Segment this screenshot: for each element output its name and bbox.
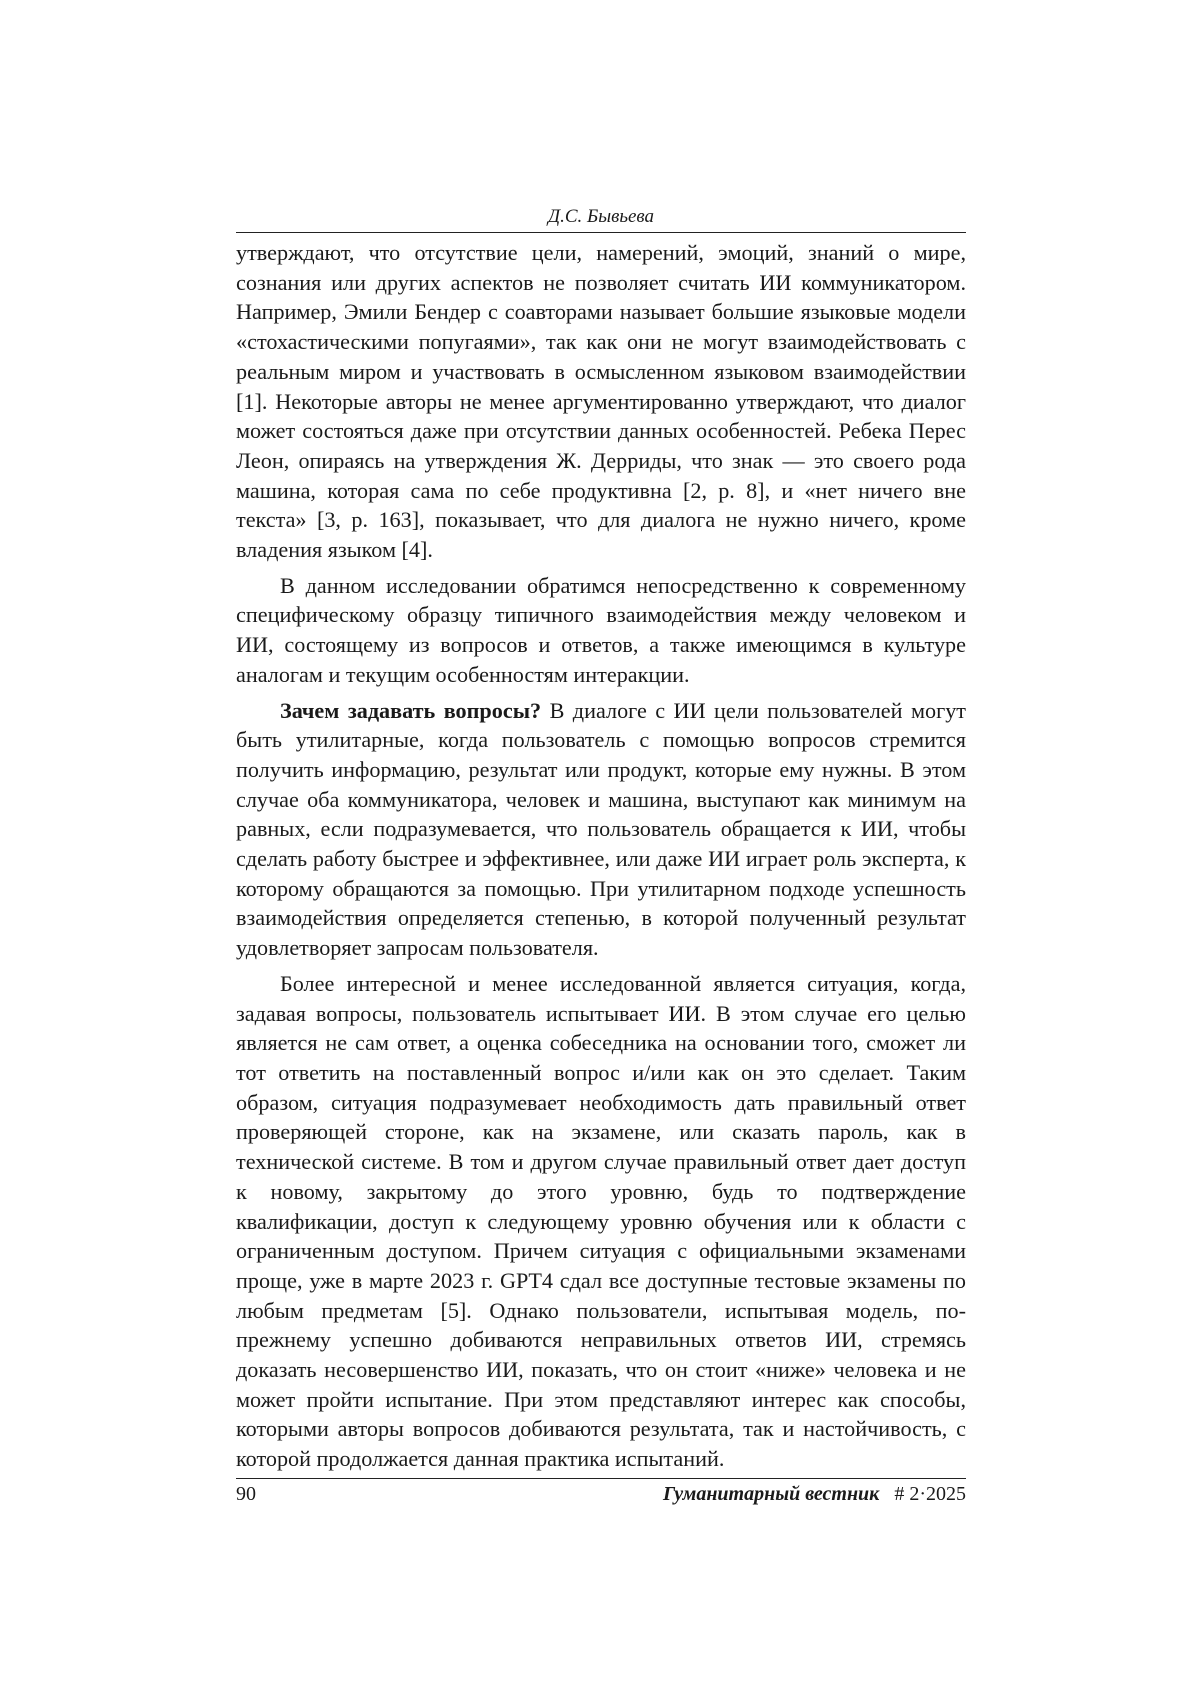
paragraph-3 <box>236 696 966 963</box>
page-footer <box>236 1480 966 1508</box>
paragraph-2: В данном исследовании обратимся непосредственно к современному специфическому образцу типичного взаимодействия между человеком и ИИ, состоящему из вопросов и ответов, а также имеющимся в культуре аналогам и текущим особенностям интеракции. <box>236 572 966 687</box>
journal-info <box>663 1480 966 1508</box>
paragraph-1: утверждают, что отсутствие цели, намерений, эмоций, знаний о мире, сознания или других аспектов не позволяет считать ИИ коммуникатором. Например, Эмили Бендер с соавторами называет большие языковые модели «стохастическими попугаями», так как они не могут взаимодействовать с реальным миром и участвовать в осмысленном языковом взаимодействии [1]. Некоторые авторы не менее аргументированно утверждают, что диалог может состояться даже при отсутствии данных особенностей. Ребека Перес Леон, опираясь на утверждения Ж. Дерриды, что знак — это своего рода машина, которая сама по себе продуктивна [2, р. 8], и «нет ничего вне текста» [3, р. 163], показывает, что для диалога не нужно ничего, кроме владения языком [4]. <box>236 240 966 563</box>
journal-title: Гуманитарный вестник <box>663 1483 880 1505</box>
running-header-author: Д.С. Бывьева <box>547 206 655 227</box>
paragraph-3-text: В диалоге с ИИ цели пользователей могут быть утилитарные, когда пользователь с помощью вопросов стремится получить информацию, результат или продукт, которые ему нужны. В этом случае оба коммуникатора, человек и машина, выступают как минимум на равных, если подразумевается, что пользователь обращается к ИИ, чтобы сделать работу быстрее и эффективнее, или даже ИИ играет роль эксперта, к которому обращаются за помощью. При утилитарном подходе успешность взаимодействия определяется степенью, в которой полученный результат удовлетворяет запросам пользователя. <box>236 697 966 961</box>
journal-issue: # 2·2025 <box>894 1483 966 1505</box>
section-lead-heading: Зачем задавать вопросы? <box>280 697 542 723</box>
header-rule <box>236 232 966 233</box>
page-number: 90 <box>236 1483 256 1505</box>
footer-rule <box>236 1478 966 1479</box>
article-body <box>236 238 966 1480</box>
paragraph-4: Более интересной и менее исследованной является ситуация, когда, задавая вопросы, пользователь испытывает ИИ. В этом случае его целью является не сам ответ, а оценка собеседника на основании того, сможет ли тот ответить на поставленный вопрос и/или как он это сделает. Таким образом, ситуация подразумевает необходимость дать правильный ответ проверяющей стороне, как на экзамене, или сказать пароль, как в технической системе. В том и другом случае правильный ответ дает доступ к новому, закрытому до этого уровню, будь то подтверждение квалификации, доступ к следующему уровню обучения или к области с ограниченным доступом. Причем ситуация с официальными экзаменами проще, уже в марте 2023 г. GPT4 сдал все доступные тестовые экзамены по любым предметам [5]. Однако пользователи, испытывая модель, по-прежнему успешно добиваются неправильных ответов ИИ, стремясь доказать несовершенство ИИ, показать, что он стоит «ниже» человека и не может пройти испытание. При этом представляют интерес как способы, которыми авторы вопросов добиваются результата, так и настойчивость, с которой продолжается данная практика испытаний. <box>236 970 966 1472</box>
